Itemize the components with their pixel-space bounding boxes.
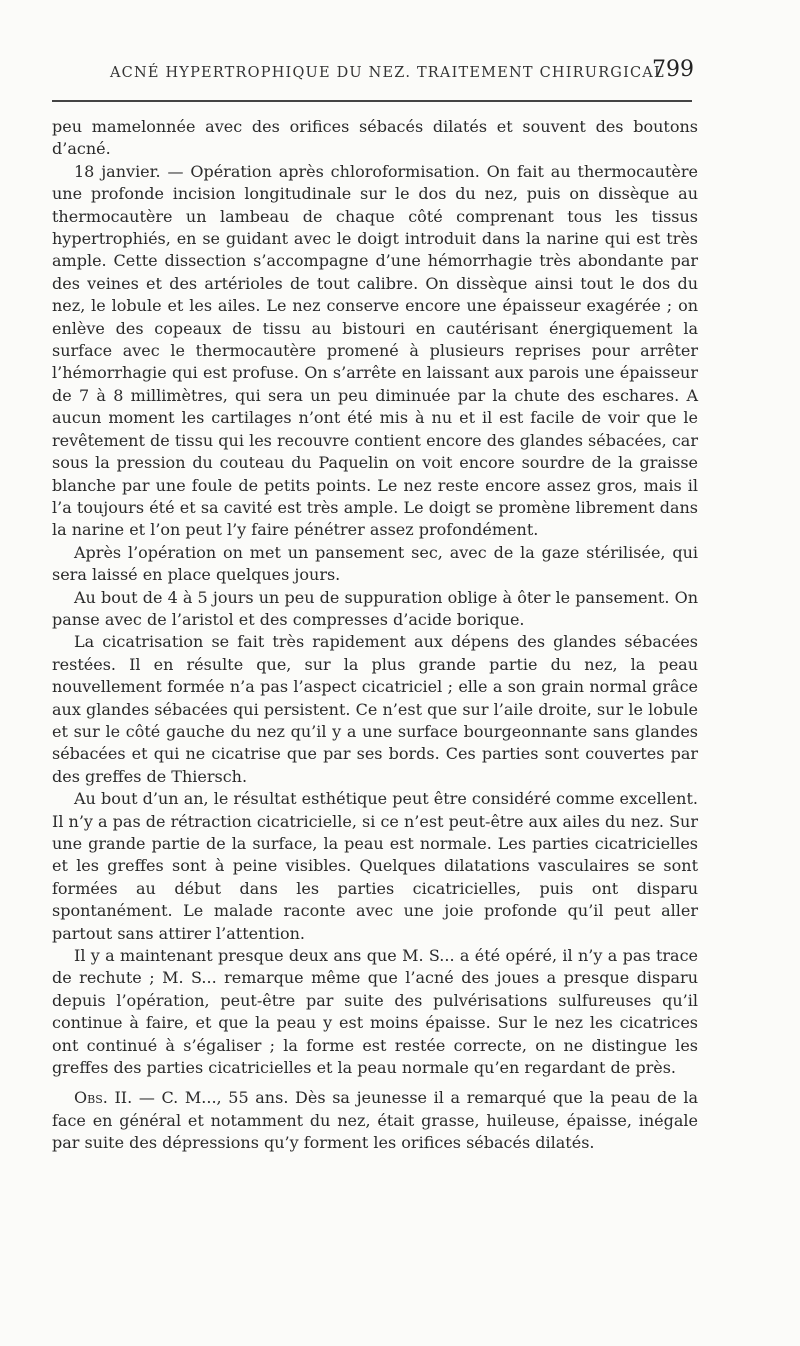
header-rule	[52, 100, 692, 102]
page-header	[52, 55, 698, 91]
paragraph-follow-up: Il y a maintenant presque deux ans que M. S... a été opéré, il n’y a pas trace de rechute ; M. S... remarque même que l’acné des joues a presque disparu depuis l’opération, peut-être par suite des pulvérisations sulfureuses qu’il continue à faire, et que la peau y est moins épaisse. Sur le nez les cicatrices ont continué à s’égaliser ; la forme est restée correcte, on ne distingue les greffes des parties cicatricielles et la peau normale qu’en regardant de près.	[52, 946, 698, 1078]
observation-text: — C. M..., 55 ans. Dès sa jeunesse il a remarqué que la peau de la face en général et notamment du nez, était grasse, huileuse, épaisse, inégale par suite des dépressions qu’y forment les orifices sébacés dilatés.	[52, 1088, 699, 1153]
body-text	[52, 116, 698, 1155]
paragraph-continuation: peu mamelonnée avec des orifices sébacés dilatés et souvent des boutons d’acné.	[52, 117, 698, 159]
observation-label: Obs. II.	[74, 1088, 133, 1108]
paragraph-operation: 18 janvier. — Opération après chloroformisation. On fait au thermocautère une profonde incision longitudinale sur le dos du nez, puis on dissèque au thermocautère un lambeau de chaque côté comprenant tous les tissus hypertrophiés, en se guidant avec le doigt introduit dans la narine qui est très ample. Cette dissection s’accompagne d’une hémorrhagie très abondante par des veines et des artérioles de tout calibre. On dissèque ainsi tout le dos du nez, le lobule et les ailes. Le nez conserve encore une épaisseur exagérée ; on enlève des copeaux de tissu au bistouri en cautérisant énergiquement la surface avec le thermocautère promené à plusieurs reprises pour arrêter l’hémorrhagie qui est profuse. On s’arrête en laissant aux parois une épaisseur de 7 à 8 millimètres, qui sera un peu diminuée par la chute des eschares. A aucun moment les cartilages n’ont été mis à nu et il est facile de voir que le revêtement de tissu qui les recouvre contient encore des glandes sébacées, car sous la pression du couteau du Paquelin on voit encore sourdre de la graisse blanche par une foule de petits points. Le nez reste encore assez gros, mais il l’a toujours été et sa cavité est très ample. Le doigt se promène librement dans la narine et l’on peut l’y faire pénétrer assez profondément.	[52, 161, 698, 540]
paragraph-dressing: Après l’opération on met un pansement sec, avec de la gaze stérilisée, qui sera laissé en place quelques jours.	[52, 542, 698, 585]
running-title: ACNÉ HYPERTROPHIQUE DU NEZ. TRAITEMENT CHIRURGICAL	[110, 65, 665, 81]
paragraph-observation	[52, 1087, 698, 1154]
page-number: 799	[652, 57, 694, 82]
paragraph-suppuration: Au bout de 4 à 5 jours un peu de suppuration oblige à ôter le pansement. On panse avec de l’aristol et des compresses d’acide borique.	[52, 587, 698, 629]
paragraph-cicatrisation: La cicatrisation se fait très rapidement aux dépens des glandes sébacées restées. Il en résulte que, sur la plus grande partie du nez, la peau nouvellement formée n’a pas l’aspect cicatriciel ; elle a son grain normal grâce aux glandes sébacées qui persistent. Ce n’est que sur l’aile droite, sur le lobule et sur le côté gauche du nez qu’il y a une surface bourgeonnante sans glandes sébacées et qui ne cicatrise que par ses bords. Ces parties sont couvertes par des greffes de Thiersch.	[52, 632, 698, 786]
paragraph-result: Au bout d’un an, le résultat esthétique peut être considéré comme excellent. Il n’y a pas de rétraction cicatricielle, si ce n’est peut-être aux ailes du nez. Sur une grande partie de la surface, la peau est normale. Les parties cicatricielles et les greffes sont à peine visibles. Quelques dilatations vasculaires se sont formées au début dans les parties cicatricielles, puis ont disparu spontanément. Le malade raconte avec une joie profonde qu’il peut aller partout sans attirer l’attention.	[52, 789, 698, 943]
